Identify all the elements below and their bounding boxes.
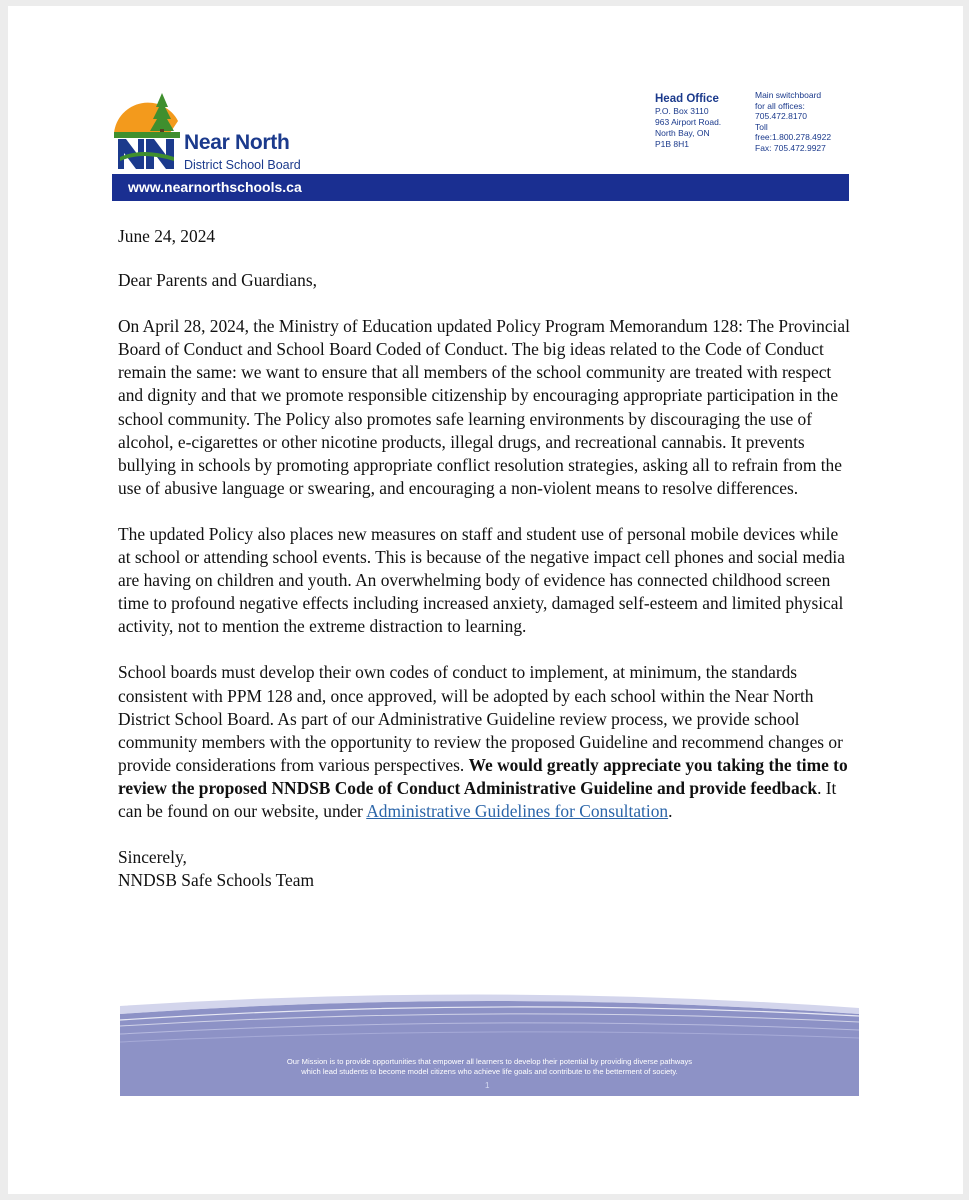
nndsb-logo bbox=[112, 91, 312, 176]
switchboard-line: free:1.800.278.4922 bbox=[755, 132, 832, 142]
mission-footer bbox=[120, 994, 859, 1096]
website-url[interactable]: www.nearnorthschools.ca bbox=[128, 179, 302, 195]
salutation: Dear Parents and Guardians, bbox=[118, 270, 317, 291]
closing: Sincerely, bbox=[118, 847, 187, 868]
switchboard-line: for all offices: bbox=[755, 100, 805, 111]
letter-page bbox=[8, 6, 963, 1194]
nndsb-logo-mark-icon bbox=[112, 91, 182, 171]
switchboard-line: 705.472.8170 bbox=[755, 111, 807, 121]
website-bar bbox=[112, 172, 849, 201]
switchboard-block bbox=[755, 90, 855, 153]
letter-body bbox=[118, 225, 853, 892]
org-subtitle: District School Board bbox=[184, 158, 301, 172]
paragraph-2: The updated Policy also places new measures on staff and student use of personal mobile devices while at school or attending school events. This is because of the negative impact cell phones and social media are having on children and youth. An overwhelming body of evidence has connected childhood screen time to profound negative effects including increased anxiety, damaged self-esteem and limited physical activity, not to mention the extreme distraction to learning. bbox=[118, 523, 845, 637]
head-office-title: Head Office bbox=[655, 93, 719, 105]
footer-band-graphic bbox=[120, 994, 859, 1096]
paragraph-3-text-after: . It can be found on our website, under bbox=[118, 777, 837, 821]
paragraph-3-end: . bbox=[668, 800, 673, 821]
mission-line-2: which lead students to become model citizens who achieve life goals and contribute to the betterment of society. bbox=[301, 1067, 678, 1076]
paragraph-3 bbox=[118, 661, 853, 823]
letter-date: June 24, 2024 bbox=[118, 226, 216, 246]
paragraph-3-bold: We would greatly appreciate you taking the time to review the proposed NNDSB Code of Conduct Administrative Guideline and provide feedback bbox=[118, 754, 848, 798]
guidelines-consultation-link[interactable]: Administrative Guidelines for Consultation bbox=[366, 800, 669, 821]
head-office-block bbox=[655, 92, 755, 150]
page-number: 1 bbox=[485, 1081, 490, 1090]
head-office-line: 963 Airport Road. bbox=[655, 117, 722, 127]
head-office-line: P.O. Box 3110 bbox=[655, 106, 709, 116]
signature: NNDSB Safe Schools Team bbox=[118, 870, 315, 891]
paragraph-3-text: School boards must develop their own codes of conduct to implement, at minimum, the standards consistent with PPM 128 and, once approved, will be adopted by each school within the Near North District School Board. As part of our Administrative Guideline review process, we provide school community members with the opportunity to review the proposed Guideline and recommend changes or provide considerations from various perspectives. bbox=[118, 662, 843, 775]
switchboard-line: Main switchboard bbox=[755, 90, 822, 100]
switchboard-line: Toll bbox=[755, 121, 768, 132]
mission-statement bbox=[120, 1057, 859, 1077]
switchboard-line: Fax: 705.472.9927 bbox=[755, 142, 826, 153]
head-office-line: P1B 8H1 bbox=[655, 139, 690, 149]
head-office-line: North Bay, ON bbox=[655, 128, 710, 138]
org-name: Near North bbox=[184, 131, 290, 154]
mission-line-1: Our Mission is to provide opportunities that empower all learners to develop their potential by providing diverse pathways bbox=[286, 1057, 693, 1066]
paragraph-1: On April 28, 2024, the Ministry of Education updated Policy Program Memorandum 128: The Provincial Board of Conduct and School Board Coded of Conduct. The big ideas related to the Code of Conduct remain the same: we want to ensure that all members of the school community are treated with respect and dignity and that we promote responsible citizenship by encouraging appropriate participation in the school community. The Policy also promotes safe learning environments by discouraging the use of alcohol, e-cigarettes or other nicotine products, illegal drugs, and recreational cannabis. It prevents bullying in schools by promoting appropriate conflict resolution strategies, asking all to refrain from the use of abusive language or swearing, and encouraging a non-violent means to resolve differences. bbox=[118, 316, 850, 498]
